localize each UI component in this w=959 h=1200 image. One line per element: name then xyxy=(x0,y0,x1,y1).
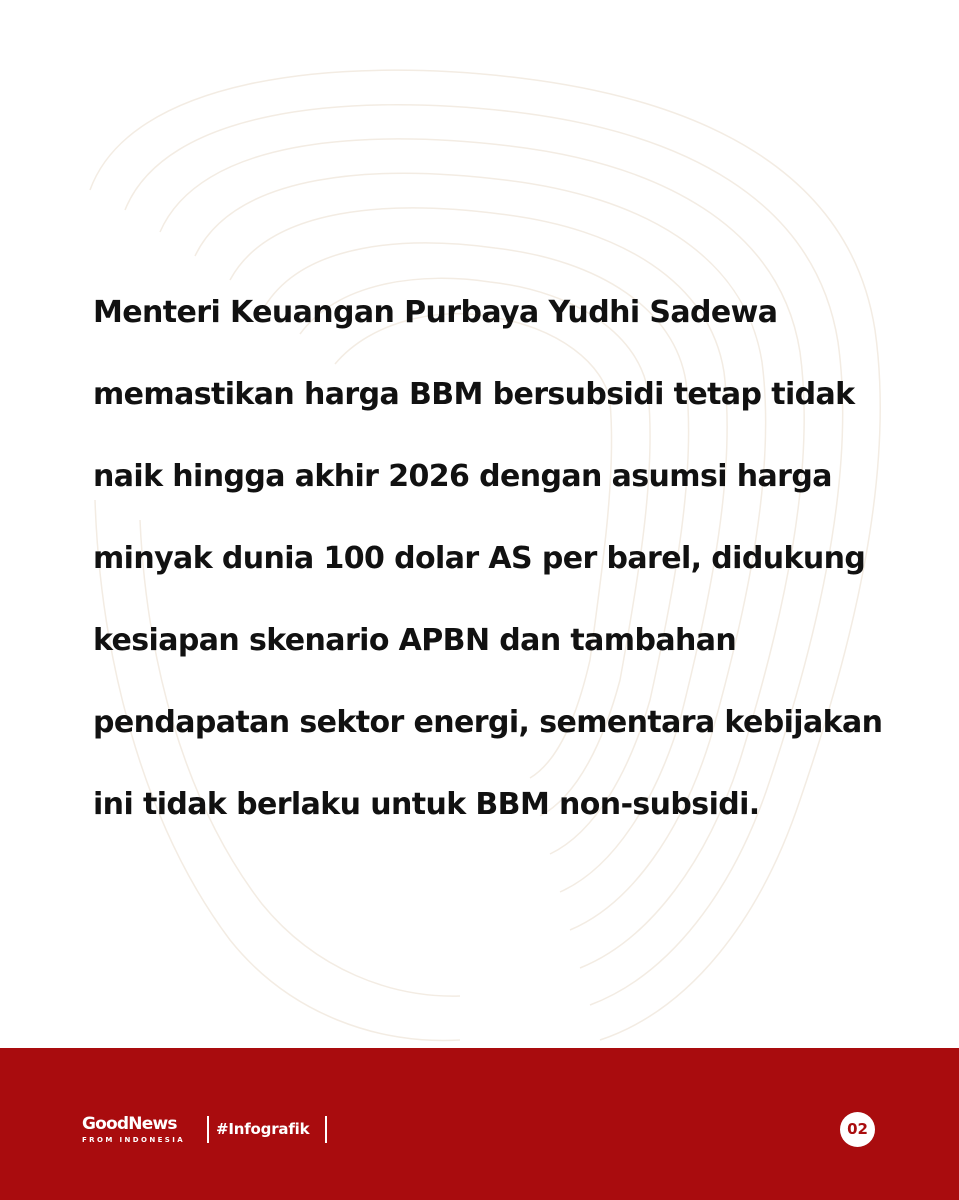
brand-subtitle: FROM INDONESIA xyxy=(82,1136,186,1144)
footer-bar xyxy=(0,1048,959,1200)
body-line-2: memastikan harga BBM bersubsidi tetap tidak xyxy=(93,377,855,412)
brand-name: GoodNews xyxy=(82,1114,177,1134)
body-line-4: minyak dunia 100 dolar AS per barel, didukung xyxy=(93,541,866,576)
body-line-1: Menteri Keuangan Purbaya Yudhi Sadewa xyxy=(93,295,778,330)
goodnews-logo xyxy=(82,1114,185,1145)
body-line-7: ini tidak berlaku untuk BBM non-subsidi. xyxy=(93,787,760,822)
infographic-body-text xyxy=(93,284,893,858)
footer-divider xyxy=(207,1116,209,1143)
page-number-badge: 02 xyxy=(840,1112,875,1147)
footer-divider xyxy=(325,1116,327,1143)
body-line-3: naik hingga akhir 2026 dengan asumsi harga xyxy=(93,459,832,494)
body-line-5: kesiapan skenario APBN dan tambahan xyxy=(93,623,737,658)
category-tag: #Infografik xyxy=(216,1120,310,1138)
body-line-6: pendapatan sektor energi, sementara kebijakan xyxy=(93,705,883,740)
